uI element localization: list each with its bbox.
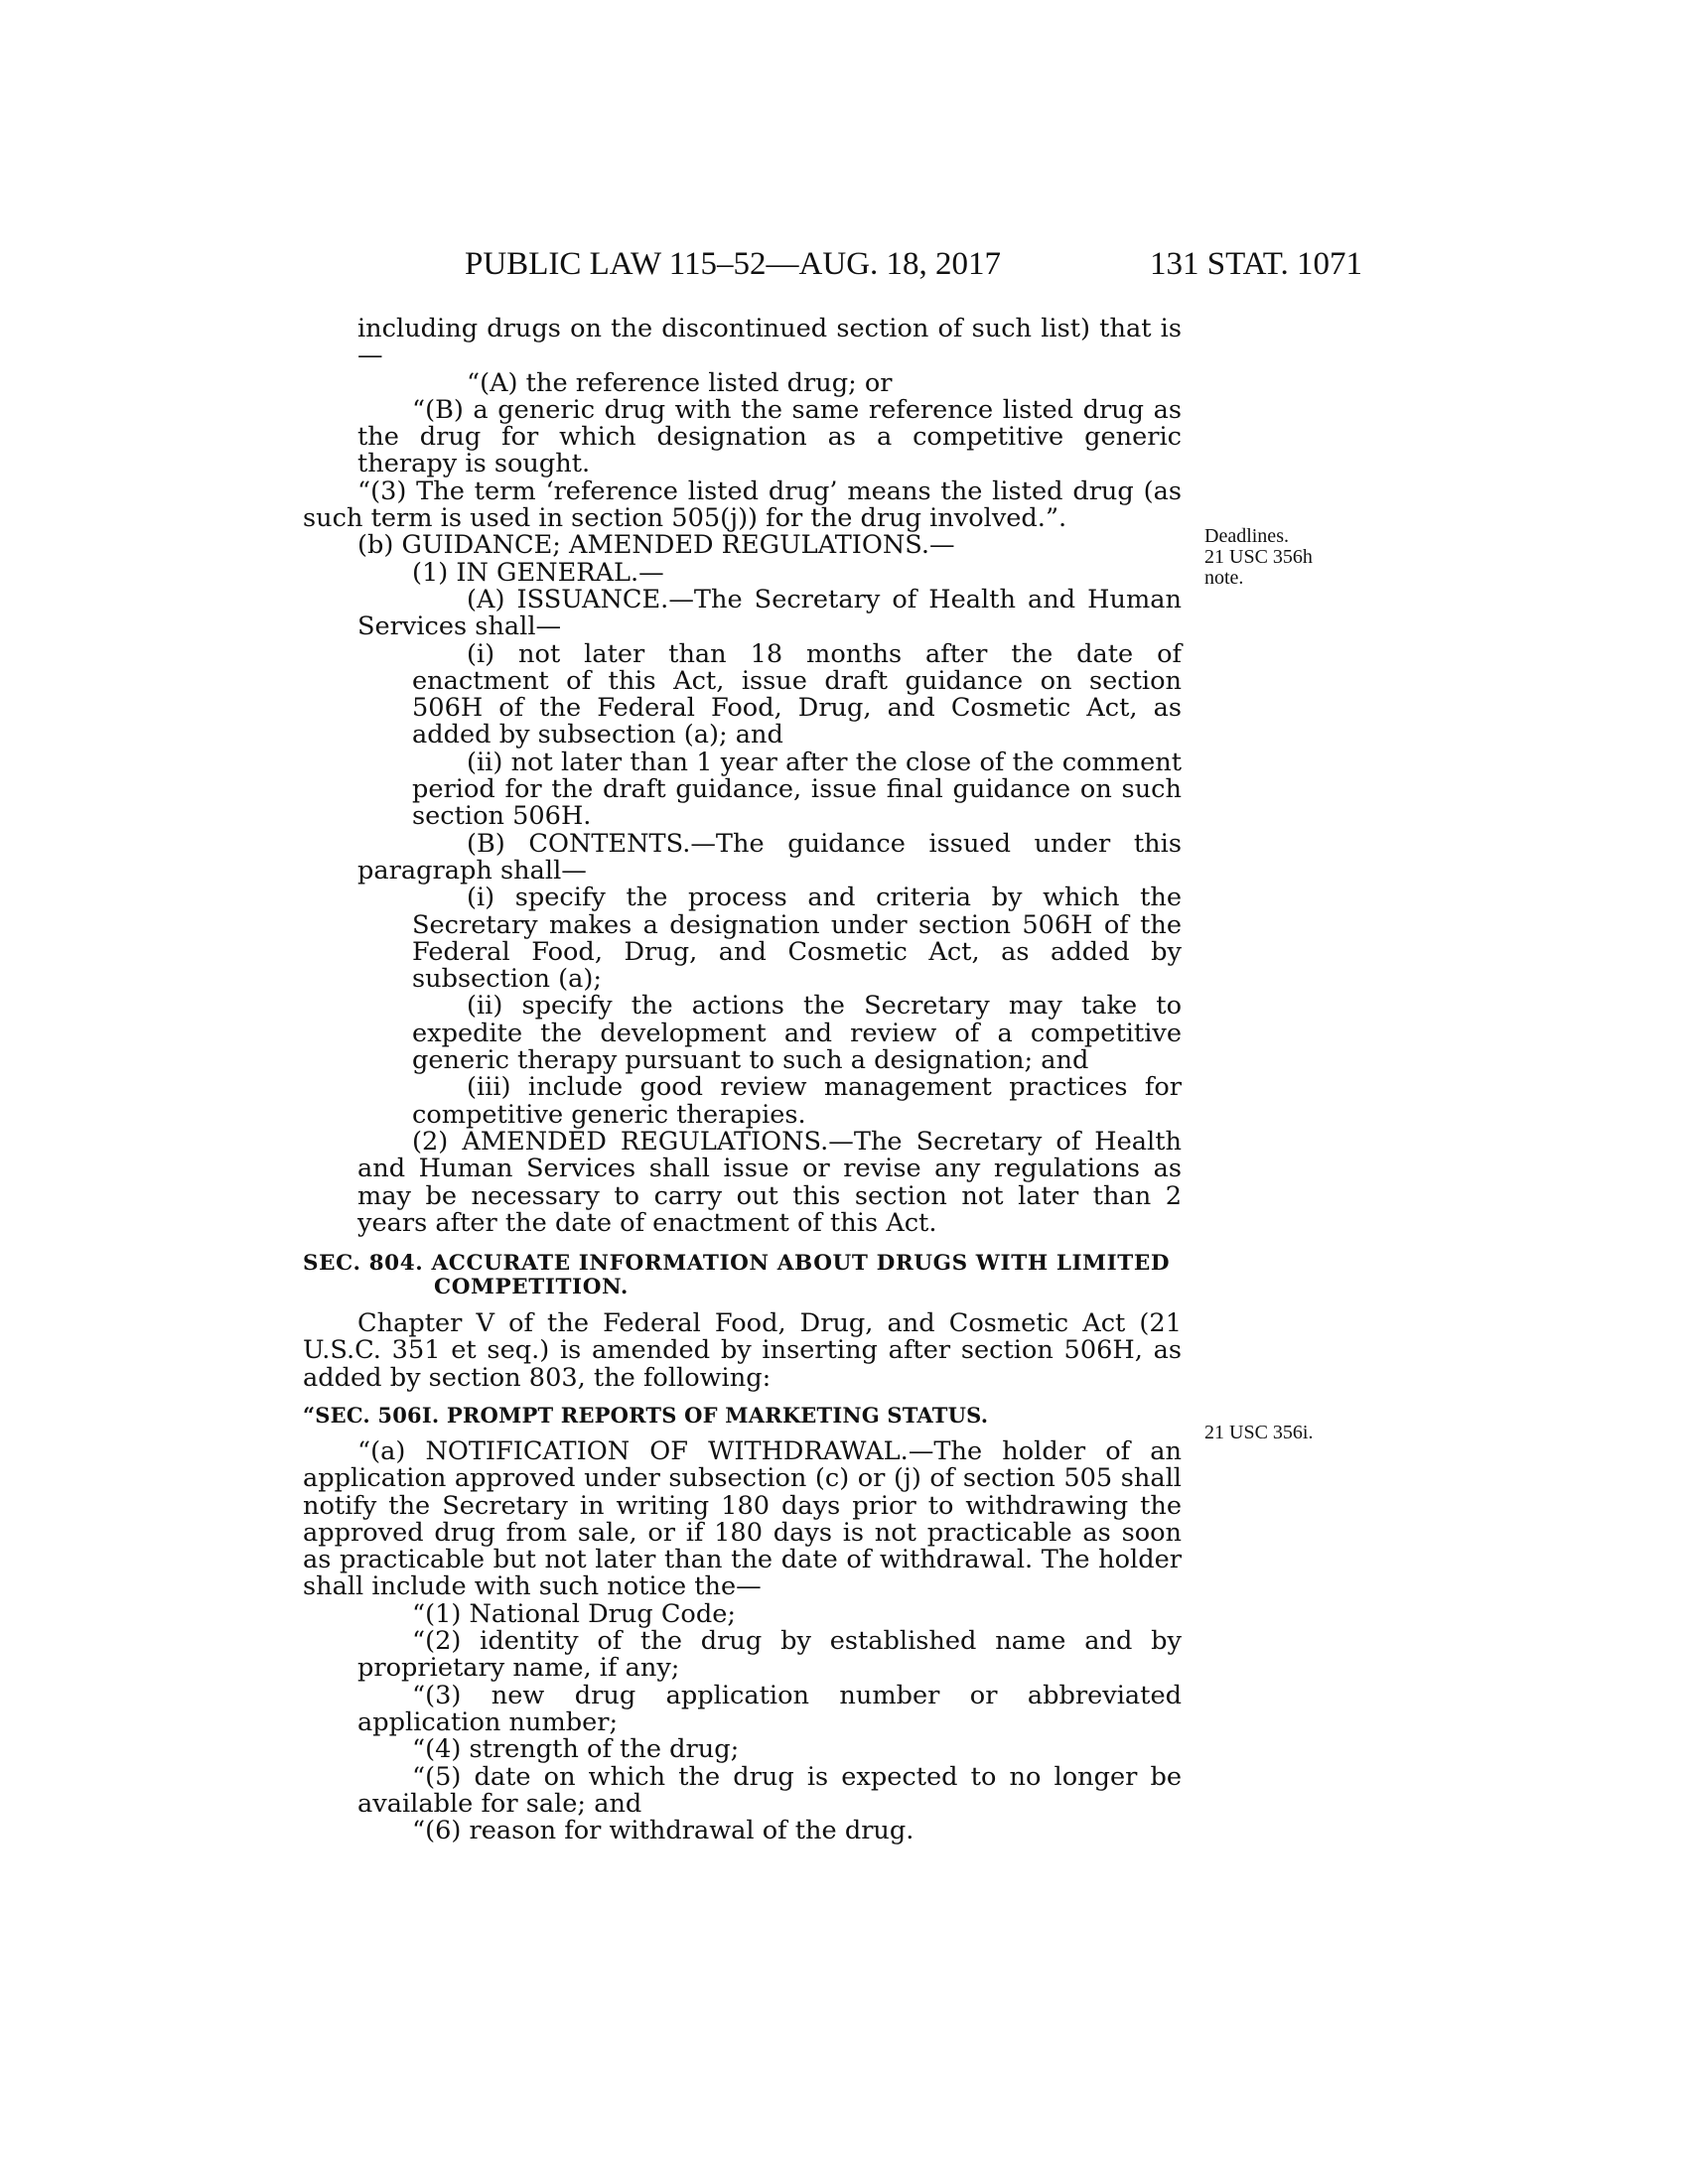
paragraph-title: IN GENERAL.— [456, 557, 664, 588]
subsection-number: (b) [357, 530, 394, 561]
subsection-title: GUIDANCE; AMENDED REGULATIONS.— [401, 530, 955, 561]
paragraph-2 [357, 1126, 1182, 1238]
paragraph: including drugs on the discontinued section of such list) that is— [357, 314, 1182, 371]
margin-note-line: note. [1204, 567, 1244, 589]
clause: (iii) include good review management practices for competitive generic therapies. [412, 1072, 1182, 1130]
clause: (i) specify the process and criteria by which the Secretary makes a designation under section 506H of the Federal Food, Drug, and Cosmetic Act, as added by subsection (a); [412, 883, 1182, 995]
paragraph: “(B) a generic drug with the same reference listed drug as the drug for which designation as a competitive generic therapy is sought. [357, 394, 1182, 479]
paragraph-number: (1) [412, 557, 449, 588]
list-item: “(1) National Drug Code; [412, 1598, 736, 1629]
subparagraph-title: CONTENTS. [528, 828, 691, 859]
paragraph-text: —The Secretary of Health and Human Services shall issue or revise any regulations as may be necessary to carry out this section not later than 2 years after the date of enactment of this Act. [357, 1126, 1182, 1238]
paragraph: “(3) The term ‘reference listed drug’ means the listed drug (as such term is used in section 505(j)) for the drug involved.”. [303, 476, 1182, 534]
subsection-b-heading [303, 532, 1182, 559]
paragraph: “(A) the reference listed drug; or [467, 367, 893, 398]
margin-note-line: 21 USC 356h [1204, 546, 1313, 568]
margin-note-usc-356i [1204, 1423, 1363, 1443]
subparagraph-number: (B) [467, 828, 505, 859]
list-item: “(5) date on which the drug is expected to no longer be available for sale; and [357, 1761, 1182, 1819]
paragraph-number: (2) [412, 1126, 449, 1157]
list-item: “(2) identity of the drug by established name and by proprietary name, if any; [357, 1626, 1182, 1684]
subsection-title: NOTIFICATION OF WITHDRAWAL. [425, 1435, 909, 1466]
list-item: “(4) strength of the drug; [412, 1734, 740, 1765]
subparagraph-B [357, 828, 1182, 886]
subparagraph-title: ISSUANCE. [516, 584, 669, 614]
list-item: “(6) reason for withdrawal of the drug. [412, 1816, 914, 1846]
section-804-heading: SEC. 804. ACCURATE INFORMATION ABOUT DRUGS WITH LIMITED COMPETITION. [303, 1251, 1171, 1300]
paragraph-1-heading [303, 557, 1182, 588]
subsection-number: “(a) [357, 1435, 406, 1466]
subsection-text: —The holder of an application approved under subsection (c) or (j) of section 505 shall notify the Secretary in writing 180 days prior to withdrawing the approved drug from sale, or if 180 days is not practicable as soon as practicable but not later than the date of withdrawal. The holder shall include with such notice the— [303, 1435, 1182, 1602]
running-header-title: PUBLIC LAW 115–52—AUG. 18, 2017 [465, 246, 1002, 282]
subparagraph-A [357, 584, 1182, 642]
clause: (i) not later than 18 months after the date of enactment of this Act, issue draft guidance on section 506H of the Federal Food, Drug, and Cosmetic Act, as added by subsection (a); and [412, 638, 1182, 751]
margin-note-deadlines [1204, 526, 1363, 589]
subsection-a [303, 1435, 1182, 1602]
clause: (ii) not later than 1 year after the close of the comment period for the draft guidance, issue final guidance on such section 506H. [412, 747, 1182, 832]
list-item: “(3) new drug application number or abbreviated application number; [357, 1680, 1182, 1737]
margin-note-line: Deadlines. [1204, 525, 1289, 547]
margin-note-line: 21 USC 356i. [1204, 1422, 1314, 1443]
paragraph: Chapter V of the Federal Food, Drug, and Cosmetic Act (21 U.S.C. 351 et seq.) is amended by inserting after section 506H, as added by section 803, the following: [303, 1308, 1182, 1393]
paragraph-title: AMENDED REGULATIONS. [462, 1126, 829, 1157]
subparagraph-text: —The Secretary of Health and Human Services shall— [357, 584, 1182, 642]
subparagraph-number: (A) [467, 584, 505, 614]
clause: (ii) specify the actions the Secretary may take to expedite the development and review of a competitive generic therapy pursuant to such a designation; and [412, 991, 1182, 1076]
subparagraph-text: —The guidance issued under this paragraph shall— [357, 828, 1182, 886]
document-body [303, 316, 1182, 1844]
page-stat-citation: 131 STAT. 1071 [1150, 246, 1363, 282]
section-506i-heading: “SEC. 506I. PROMPT REPORTS OF MARKETING STATUS. [303, 1402, 989, 1428]
